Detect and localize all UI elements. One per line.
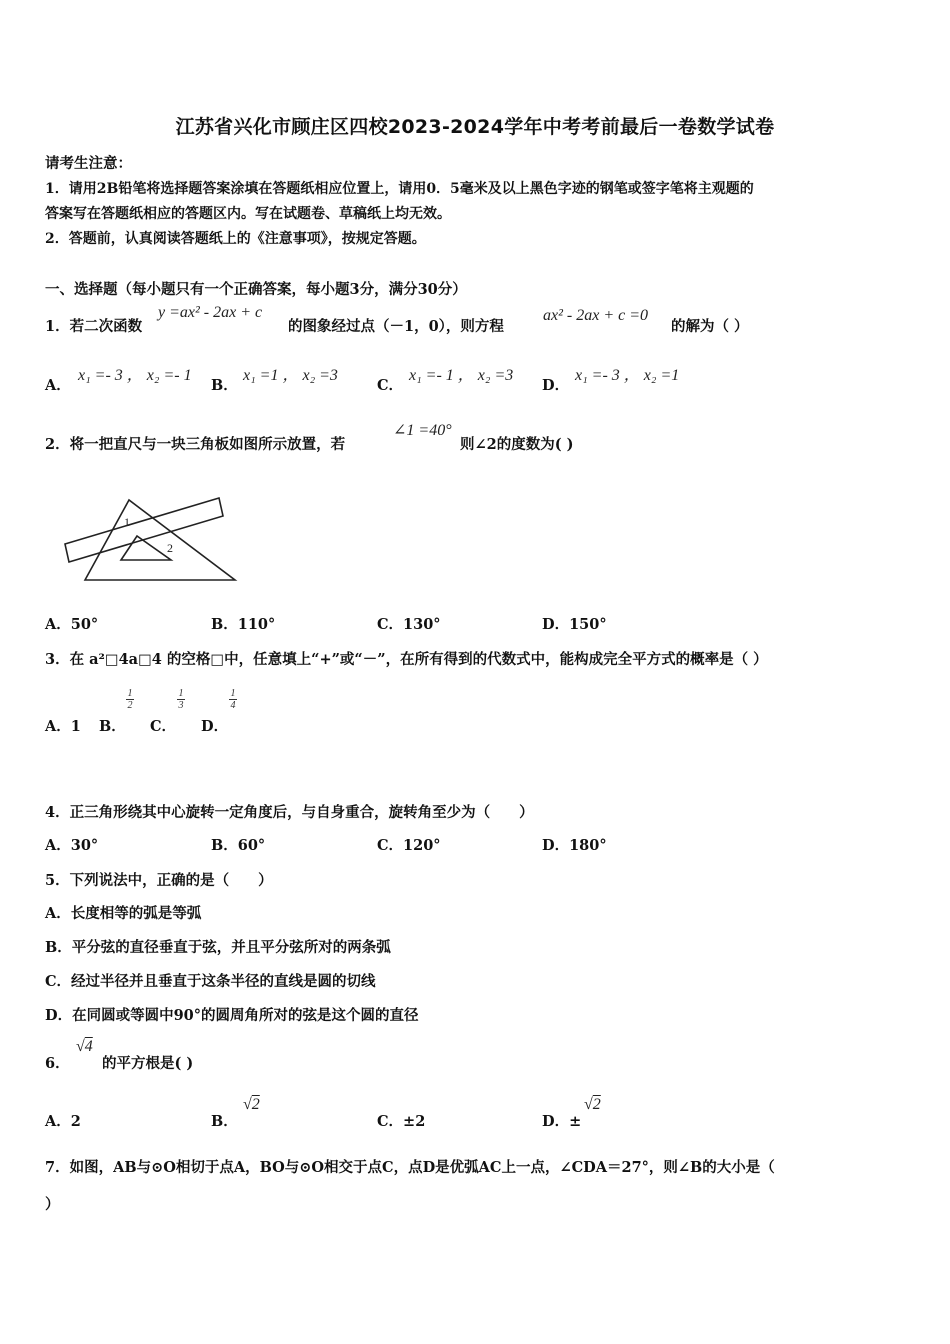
q6-option-c[interactable]: C．±2: [377, 1113, 426, 1130]
q2-option-c[interactable]: C．130°: [377, 616, 441, 633]
q4-option-b[interactable]: B．60°: [211, 837, 266, 854]
notice-line-2: 2．答题前，认真阅读答题纸上的《注意事项》，按规定答题。: [45, 231, 426, 247]
sqrt-sign-icon: √: [243, 1096, 252, 1113]
q4-option-d[interactable]: D．180°: [542, 837, 607, 854]
q3-c-numerator: 1: [178, 688, 184, 699]
q3-b-numerator: 1: [127, 688, 133, 699]
sqrt-sign-icon: √: [584, 1096, 593, 1113]
q5-option-d[interactable]: D．在同圆或等圆中90°的圆周角所对的弦是这个圆的直径: [45, 1007, 419, 1024]
q6-number: 6．: [45, 1055, 70, 1072]
q1-stem-pre: 1．若二次函数: [45, 318, 143, 335]
q3-option-b-fraction[interactable]: [126, 688, 134, 711]
q5-stem: 5．下列说法中，正确的是（ ）: [45, 872, 273, 889]
q3-c-denominator: 3: [178, 700, 184, 711]
angle-label-1: 1: [124, 515, 130, 529]
q1-stem-mid: 的图象经过点（－1，0），则方程: [288, 318, 504, 335]
q1-equation: ax² - 2ax + c =0: [543, 307, 649, 324]
q6-option-d-label[interactable]: D．±: [542, 1113, 582, 1130]
q3-option-d-label[interactable]: D．: [201, 718, 229, 735]
q3-option-b-label[interactable]: B．: [99, 718, 126, 735]
q6-option-b-sqrt[interactable]: [243, 1096, 260, 1114]
q7-stem-tail: ）: [45, 1196, 60, 1213]
sqrt-sign-icon: √: [76, 1038, 85, 1055]
q3-stem: 3．在 a²□4a□4 的空格□中，任意填上“+”或“－”，在所有得到的代数式中，能构成完全平方式的概率是（ ）: [45, 651, 768, 668]
angle-label-2: 2: [167, 541, 173, 555]
q3-option-a[interactable]: A．1: [45, 718, 81, 735]
q1-stem-post: 的解为（ ）: [671, 318, 749, 335]
notice-line-1b: 答案写在答题纸相应的答题区内。写在试题卷、草稿纸上均无效。: [45, 206, 451, 222]
q6-option-b-label[interactable]: B．: [211, 1113, 238, 1130]
q6-option-a[interactable]: A．2: [45, 1113, 81, 1130]
q4-option-c[interactable]: C．120°: [377, 837, 441, 854]
q4-stem: 4．正三角形绕其中心旋转一定角度后，与自身重合，旋转角至少为（ ）: [45, 804, 534, 821]
q2-option-a[interactable]: A．50°: [45, 616, 99, 633]
q6-sqrt-4: [76, 1038, 93, 1056]
q5-option-b[interactable]: B．平分弦的直径垂直于弦，并且平分弦所对的两条弧: [45, 939, 391, 956]
q1-option-c[interactable]: x₁ =- 1 ， x₂ =3: [409, 367, 514, 384]
q1-option-d[interactable]: x₁ =- 3 ， x₂ =1: [575, 367, 680, 384]
q6-d-radicand: 2: [592, 1096, 601, 1113]
q1-function: y =ax² - 2ax + c: [158, 304, 263, 321]
q5-option-c[interactable]: C．经过半径并且垂直于这条半径的直线是圆的切线: [45, 973, 376, 990]
q7-stem: 7．如图，AB与⊙O相切于点A，BO与⊙O相交于点C，点D是优弧AC上一点，∠CDA＝27°，则∠B的大小是（: [45, 1159, 775, 1176]
q5-option-a[interactable]: A．长度相等的弧是等弧: [45, 905, 202, 922]
q2-stem-pre: 2．将一把直尺与一块三角板如图所示放置，若: [45, 436, 346, 453]
q6-stem-post: 的平方根是( ): [102, 1055, 194, 1072]
q6-b-radicand: 2: [251, 1096, 260, 1113]
ruler-triangle-figure: [55, 488, 245, 588]
section-heading: 一、选择题（每小题只有一个正确答案，每小题3分，满分30分）: [45, 281, 467, 298]
q3-option-c-label[interactable]: C．: [150, 718, 177, 735]
q1-option-a[interactable]: x₁ =- 3 ， x₂ =- 1: [78, 367, 192, 384]
q1-option-b[interactable]: x₁ =1 ， x₂ =3: [243, 367, 338, 384]
q1-option-a-label[interactable]: A．: [45, 377, 71, 394]
notice-heading: 请考生注意：: [45, 155, 132, 172]
q3-option-c-fraction[interactable]: [177, 688, 185, 711]
q1-option-b-label[interactable]: B．: [211, 377, 238, 394]
q4-option-a[interactable]: A．30°: [45, 837, 99, 854]
q6-option-d-sqrt[interactable]: [584, 1096, 601, 1114]
q2-option-d[interactable]: D．150°: [542, 616, 607, 633]
q3-option-d-fraction[interactable]: [229, 688, 237, 711]
notice-line-1: 1．请用2B铅笔将选择题答案涂填在答题纸相应位置上，请用0．5毫米及以上黑色字迹的钢笔或签字笔将主观题的: [45, 181, 754, 197]
q1-option-d-label[interactable]: D．: [542, 377, 570, 394]
q6-radicand: 4: [84, 1038, 93, 1055]
q3-d-numerator: 1: [230, 688, 236, 699]
q2-angle: ∠1 =40°: [393, 422, 452, 439]
q2-option-b[interactable]: B．110°: [211, 616, 276, 633]
q3-b-denominator: 2: [127, 700, 133, 711]
q3-d-denominator: 4: [230, 700, 236, 711]
q1-option-c-label[interactable]: C．: [377, 377, 404, 394]
q2-stem-post: 则∠2的度数为( ): [460, 436, 574, 453]
page-title: 江苏省兴化市顾庄区四校2023-2024学年中考考前最后一卷数学试卷: [175, 116, 775, 138]
triangle-outer: [85, 500, 235, 580]
